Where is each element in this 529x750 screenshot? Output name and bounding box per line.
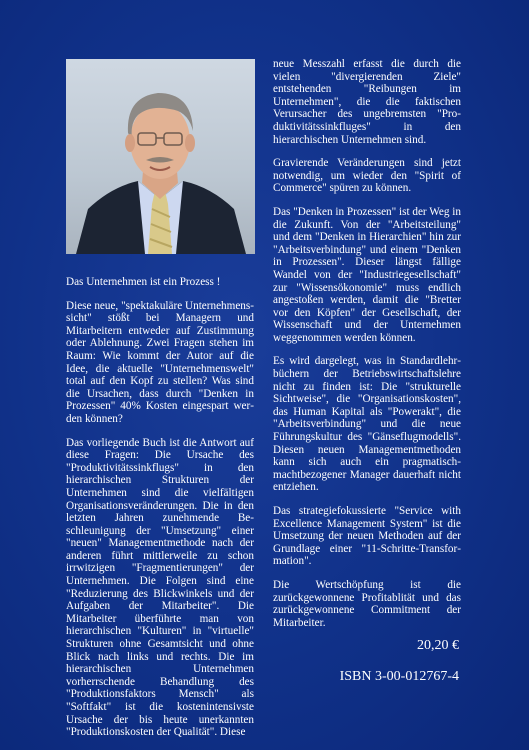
intro-headline: Das Unternehmen ist ein Prozess ! [66,276,221,288]
price-label: 20,20 € [417,638,459,653]
author-photo [66,59,255,254]
paragraph: Es wird dargelegt, was in Standardlehrbüchern der Betriebswirtschaftslehre nicht zu finden ist: Die "strukturelle Sichtweise", die "Organisationskosten", das Human Kapital als "Powerakt", die "Arbeitsverbindung" und die neue Führungskultur des "Gänseflugmodells". Diesen neuen Managementmethoden kann sich auch ein pragmatisch-machtbezogener Manager dauerhaft nicht entziehen. [273,355,461,494]
paragraph: Das "Denken in Prozessen" ist der Weg in die Zukunft. Von der "Arbeitsteilung" und dem "Denken in Hierarchien" hin zur "Arbeitsverbindung" und einem "Denken in Prozessen". Dieser längst fällige Wandel von der "Industriegesellschaft" zur "Wissensökonomie" muss endlich angestoßen werden, damit die "Bretter vor den Köpfen" der Gesellschaft, der Wissenschaft und der Unternehmen weggenommen werden können. [273,205,461,344]
paragraph: Diese neue, "spektakuläre Unternehmenssicht" stößt bei Managern und Mitarbeitern entweder auf Zustimmung oder Ablehnung. Zwei Fragen stehen im Raum: Wie kommt der Autor auf die Idee, die aktuelle "Unternehmenswelt" total auf den Kopf zu stellen? Was sind die Ursachen, dass durch "Denken in Prozessen" 40% Kosten eingespart werden können? [66,299,254,425]
left-text-column [66,276,254,750]
author-portrait-image [66,59,255,254]
paragraph: Die Wertschöpfung ist die zurückgewonnene Profitablität und das zurückgewonnene Commitment der Mitarbeiter. [273,578,461,629]
paragraph: Das vorliegende Buch ist die Antwort auf diese Fragen: Die Ursache des "Produktivitätssinkflugs" in den hierarchischen Strukturen der Unternehmen sind die vielfältigen Organisationsveränderungen. Die in den letzten Jahren zunehmende Beschleunigung der "Umsetzung" einer "neuen" Managementmethode nach der anderen führt mittlerweile zu schon irrwitzigen "Fragmentierungen" der Unternehmen. Die Folgen sind eine "Reduzierung des Blickwinkels und der Aufgaben der Mitarbeiter". Die Mitarbeiter überführte man von hierarchischen "Kulturen" in "virtuelle" Strukturen ohne Gesamtsicht und ohne Blick nach links und rechts. Die im hierarchischen Unternehmen vorherrschende Behandlung des "Produktionsfaktors Mensch" als "Softfakt" ist die kostenintensivste Ursache der bis heute unerkannten "Produktionskosten der Qualität". Diese [66,436,254,739]
paragraph: neue Messzahl erfasst die durch die vielen "divergierenden Ziele" entstehenden "Reibungen im Unternehmen", die die faktischen Verursacher des ungebremsten "Produktivitätssinkfluges" in den hierarchischen Unternehmen sind. [273,58,461,146]
isbn-label: ISBN 3-00-012767-4 [339,669,459,684]
right-text-column [273,58,461,640]
paragraph: Das strategiefokussierte "Service with Excellence Management System" ist die Umsetzung der neuen Methoden auf der Grundlage einer "11-Schritte-Transformation". [273,505,461,568]
paragraph: Gravierende Veränderungen sind jetzt notwendig, um wieder den "Spirit of Commerce" spüren zu können. [273,157,461,195]
